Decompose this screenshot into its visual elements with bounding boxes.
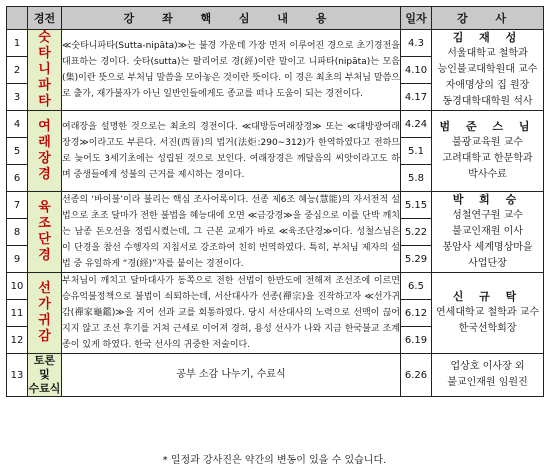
lecturer-affiliation: 성철연구원 교수 xyxy=(452,210,523,221)
header-number xyxy=(7,7,28,30)
lecturer-name: 박 희 승 xyxy=(452,193,523,206)
row-number: 8 xyxy=(7,219,28,246)
footnote: * 일정과 강사진은 약간의 변동이 있을 수 있습니다. xyxy=(162,455,387,466)
session-title xyxy=(28,354,62,397)
table-row xyxy=(7,111,544,138)
sutra-title xyxy=(28,30,62,111)
lecture-date: 5.1 xyxy=(401,138,432,165)
lecturer-affiliation: 사업단장 xyxy=(468,258,507,269)
sutra-title xyxy=(28,111,62,192)
lecturer-affiliation: 서울대학교 철학과 xyxy=(447,48,528,59)
lecture-date: 4.17 xyxy=(401,84,432,111)
lecturer-affiliation: 동경대학대학원 석사 xyxy=(442,96,533,107)
lecturer-affiliation: 업상호 이사장 외 xyxy=(450,361,525,372)
header-date: 일자 xyxy=(401,7,432,30)
lecture-date: 5.8 xyxy=(401,165,432,192)
title-char: 타 xyxy=(38,46,51,61)
title-line: 토론 xyxy=(33,354,56,367)
lecture-description: ≪숫타니파타(Sutta-nipāta)≫는 불경 가운데 가장 먼저 이루어진 경으로 초기경전을 대표하는 경이다. 숫타(sutta)는 팔리어로 경(經)이란 말이고 니파타(nipāta)는 모음(集)이란 뜻으로 부처님 말씀을 모아놓은 것이란 뜻이다. 이 경은 최초의 부처님 말씀으로 출가, 재가불자가 아닌 일반인들에게도 종교를 떠나 도움이 되는 경전이다. xyxy=(62,30,401,111)
title-char: 래 xyxy=(38,135,51,150)
lecturer-info xyxy=(432,192,544,273)
lecture-date: 5.22 xyxy=(401,219,432,246)
row-number: 11 xyxy=(7,300,28,327)
title-char: 경 xyxy=(38,167,51,182)
lecture-description: 여래장을 설명한 것으로는 최초의 경전이다. ≪대방등여래장경≫ 또는 ≪대방광여래장경≫이라고도 부른다. 서진(西晉)의 법거(法炬:290∼312)가 한역하였다고 전하므로 늦어도 3세기초에는 성립된 것으로 보인다. 여래장경은 깨달음의 씨앗이라고도 하며 중생들에게 성불의 근거를 제시하는 경이다. xyxy=(62,111,401,192)
title-char: 숫 xyxy=(38,30,51,45)
title-char: 파 xyxy=(38,78,51,93)
row-number: 2 xyxy=(7,57,28,84)
header-title: 경전 xyxy=(28,7,62,30)
lecturer-affiliation: 한국선학회장 xyxy=(458,323,517,334)
row-number: 10 xyxy=(7,273,28,300)
lecturer-affiliation: 불교인재원 임원진 xyxy=(447,377,528,388)
title-char: 가 xyxy=(38,297,51,312)
title-char: 감 xyxy=(38,329,51,344)
lecturer-affiliation: 능인불교대학원대 교수 xyxy=(437,64,538,75)
lecture-date: 4.3 xyxy=(401,30,432,57)
title-char: 선 xyxy=(38,281,51,296)
sutra-title xyxy=(28,192,62,273)
lecture-date: 6.26 xyxy=(401,354,432,397)
lecture-date: 4.24 xyxy=(401,111,432,138)
header-content: 강 좌 핵 심 내 용 xyxy=(62,7,401,30)
lecture-date: 5.15 xyxy=(401,192,432,219)
title-char: 여 xyxy=(38,119,51,134)
lecturer-affiliation: 고려대학교 한문학과 xyxy=(442,153,533,164)
lecturer-info xyxy=(432,30,544,111)
title-char: 경 xyxy=(38,248,51,263)
title-char: 타 xyxy=(38,94,51,109)
row-number: 12 xyxy=(7,327,28,354)
lecturer-affiliation: 불광교육원 교수 xyxy=(452,137,523,148)
lecturer-affiliation: 자애명상의 집 원장 xyxy=(445,80,530,91)
lecturer-name: 김 재 성 xyxy=(452,31,523,44)
row-number: 3 xyxy=(7,84,28,111)
lecturer-info xyxy=(432,273,544,354)
lecture-date: 6.19 xyxy=(401,327,432,354)
row-number: 4 xyxy=(7,111,28,138)
table-body xyxy=(7,30,544,397)
header-lecturer: 강 사 xyxy=(432,7,544,30)
row-number: 6 xyxy=(7,165,28,192)
lecture-date: 5.29 xyxy=(401,246,432,273)
row-number: 5 xyxy=(7,138,28,165)
row-number: 13 xyxy=(7,354,28,397)
lecture-date: 6.12 xyxy=(401,300,432,327)
lecturer-info xyxy=(432,111,544,192)
title-char: 단 xyxy=(38,232,51,247)
table-row xyxy=(7,192,544,219)
title-char: 육 xyxy=(38,200,51,215)
title-char: 니 xyxy=(38,62,51,77)
lecturer-affiliation: 연세대학교 철학과 교수 xyxy=(436,307,539,318)
lecturer-affiliation: 박사수료 xyxy=(468,169,507,180)
title-line: 및 xyxy=(39,368,50,381)
title-line: 수료식 xyxy=(28,382,61,395)
lecturer-affiliation: 불교인재원 이사 xyxy=(452,226,523,237)
lecturer-name: 범 준 스 님 xyxy=(439,120,536,133)
title-char: 귀 xyxy=(38,313,51,328)
lecture-description: 선종의 ‘바이블’이라 불리는 핵심 조사어록이다. 선종 제6조 혜능(慧能)의 자서전적 설법으로 초조 달마가 전한 불법을 혜능대에 오면 ≪금강경≫을 중심으로 이를 단박 깨치는 남종 돈오선을 정립시켰는데, 그 근본 교재가 바로 ≪육조단경≫이다. 성철스님은 이 단경을 참선 수행자의 지침서로 강조하여 친히 번역하였다. 특히, 부처님 제자의 설법 중 유일하게 “경(經)”자를 붙이는 경전이다. xyxy=(62,192,401,273)
row-number: 1 xyxy=(7,30,28,57)
table-row xyxy=(7,354,544,397)
row-number: 7 xyxy=(7,192,28,219)
lecturer-name: 신 규 탁 xyxy=(452,290,523,303)
lecture-schedule-table xyxy=(6,6,544,397)
table-row xyxy=(7,30,544,57)
table-row xyxy=(7,273,544,300)
lecture-description: 공부 소감 나누기, 수료식 xyxy=(62,354,401,397)
lecture-description: 부처님이 깨치고 달마대사가 동쪽으로 전한 선법이 한반도에 전해져 조선조에 이르면 승유억불정책으로 불법이 쇠퇴하는데, 서산대사가 선종(禪宗)을 진작하고자 ≪선가귀감(禪家龜鑑)≫을 지어 선과 교를 회통하였다. 당시 서산대사의 노력으로 선맥이 끊어지지 않고 조선 후기를 거쳐 근세로 이어져 경허, 용성 선사가 나와 지금 한국불교 조계종이 있게 하였다. 한국 선사의 귀중한 저술이다. xyxy=(62,273,401,354)
title-char: 장 xyxy=(38,151,51,166)
lecturer-info xyxy=(432,354,544,397)
lecturer-affiliation: 봉암사 세계명상마을 xyxy=(442,242,533,253)
lecture-date: 4.10 xyxy=(401,57,432,84)
table-header xyxy=(7,7,544,30)
sutra-title xyxy=(28,273,62,354)
title-char: 조 xyxy=(38,216,51,231)
lecture-date: 6.5 xyxy=(401,273,432,300)
row-number: 9 xyxy=(7,246,28,273)
